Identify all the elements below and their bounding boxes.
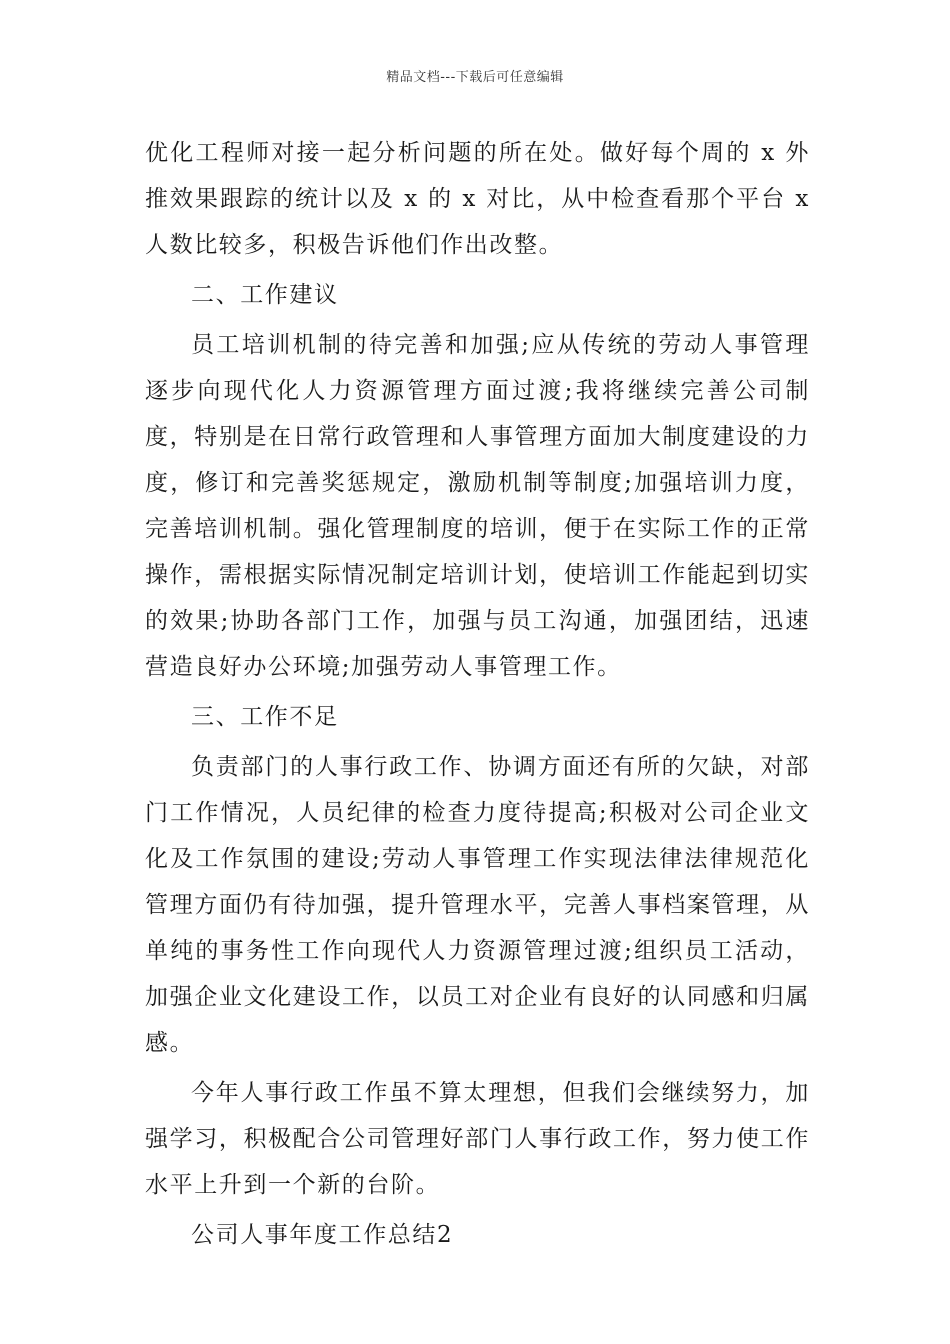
page-header: 精品文档---下载后可任意编辑 [386, 70, 564, 85]
paragraph-conclusion: 今年人事行政工作虽不算太理想，但我们会继续努力，加强学习，积极配合公司管理好部门人事行政工作，努力使工作水平上升到一个新的台阶。 [145, 1080, 810, 1198]
section-heading-suggestions: 二、工作建议 [191, 282, 339, 308]
paragraph-suggestions: 员工培训机制的待完善和加强;应从传统的劳动人事管理逐步向现代化人力资源管理方面过渡;我将继续完善公司制度，特别是在日常行政管理和人事管理方面加大制度建设的力度，修订和完善奖惩规定，激励机制等制度;加强培训力度，完善培训机制。强化管理制度的培训，便于在实际工作的正常操作，需根据实际情况制定培训计划，使培训工作能起到切实的效果;协助各部门工作，加强与员工沟通，加强团结，迅速营造良好办公环境;加强劳动人事管理工作。 [145, 332, 810, 680]
paragraph-continuation: 优化工程师对接一起分析问题的所在处。做好每个周的 x 外推效果跟踪的统计以及 x 的 x 对比，从中检查看那个平台 x 人数比较多，积极告诉他们作出改整。 [145, 140, 810, 258]
paragraph-shortcomings: 负责部门的人事行政工作、协调方面还有所的欠缺，对部门工作情况，人员纪律的检查力度待提高;积极对公司企业文化及工作氛围的建设;劳动人事管理工作实现法律法律规范化管理方面仍有待加强，提升管理水平，完善人事档案管理，从单纯的事务性工作向现代人力资源管理过渡;组织员工活动，加强企业文化建设工作，以员工对企业有良好的认同感和归属感。 [145, 754, 810, 1056]
section-heading-shortcomings: 三、工作不足 [191, 704, 339, 730]
next-document-title: 公司人事年度工作总结2 [191, 1222, 454, 1248]
document-body [145, 130, 810, 1258]
